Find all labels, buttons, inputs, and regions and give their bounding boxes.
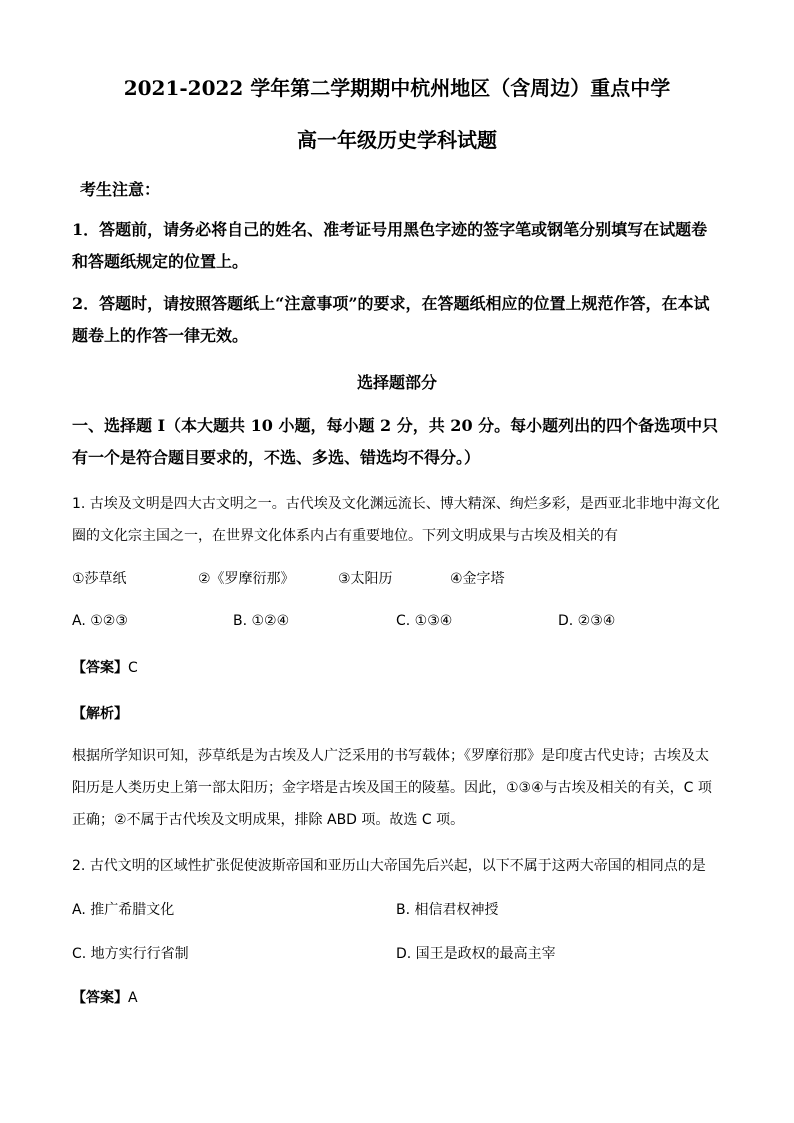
question-1-item: ②《罗摩衍那》 bbox=[198, 571, 295, 587]
question-2-answer bbox=[72, 987, 138, 1007]
question-2-option-c: C. 地方实行行省制 bbox=[72, 946, 189, 962]
exam-subtitle: 高一年级历史学科试题 bbox=[297, 128, 497, 152]
section-title: 选择题部分 bbox=[356, 373, 437, 392]
notice-heading: 考生注意： bbox=[80, 180, 161, 199]
question-1-option-d: D. ②③④ bbox=[558, 613, 616, 629]
question-2-option-a: A. 推广希腊文化 bbox=[72, 902, 175, 918]
answer-value: A bbox=[128, 990, 138, 1006]
answer-label: 【答案】 bbox=[72, 990, 128, 1006]
explain-label: 【解析】 bbox=[72, 706, 128, 722]
question-1-answer bbox=[72, 657, 138, 677]
question-2-option-b: B. 相信君权神授 bbox=[396, 902, 499, 918]
question-1-stem: 1. 古埃及文明是四大古文明之一。古代埃及文化渊远流长、博大精深、绚烂多彩，是西亚北非地中海文化圈的文化宗主国之一，在世界文化体系内占有重要地位。下列文明成果与古埃及相关的有 bbox=[72, 496, 720, 544]
question-1-item: ③太阳历 bbox=[338, 571, 393, 587]
question-1-option-b: B. ①②④ bbox=[233, 613, 290, 629]
question-1-option-a: A. ①②③ bbox=[72, 613, 128, 629]
part-instructions: 一、选择题 I（本大题共 10 小题，每小题 2 分，共 20 分。每小题列出的四个备选项中只有一个是符合题目要求的，不选、多选、错选均不得分。） bbox=[72, 416, 719, 467]
question-1-explanation: 根据所学知识可知，莎草纸是为古埃及人广泛采用的书写载体；《罗摩衍那》是印度古代史诗；古埃及太阳历是人类历史上第一部太阳历；金字塔是古埃及国王的陵墓。因此，①③④与古埃及相关的有关，C 项正确；②不属于古代埃及文明成果，排除 ABD 项。故选 C 项。 bbox=[72, 748, 712, 828]
notice-item-2: 2．答题时，请按照答题纸上“注意事项”的要求，在答题纸相应的位置上规范作答，在本试题卷上的作答一律无效。 bbox=[72, 294, 710, 345]
question-1-option-c: C. ①③④ bbox=[396, 613, 453, 629]
question-1-item: ④金字塔 bbox=[450, 571, 505, 587]
notice-item-1: 1．答题前，请务必将自己的姓名、准考证号用黑色字迹的签字笔或钢笔分别填写在试题卷和答题纸规定的位置上。 bbox=[72, 220, 708, 271]
answer-value: C bbox=[128, 660, 138, 676]
question-1-item: ①莎草纸 bbox=[72, 571, 127, 587]
question-1-explain-label bbox=[72, 703, 128, 723]
exam-title: 2021-2022 学年第二学期期中杭州地区（含周边）重点中学 bbox=[123, 76, 671, 100]
question-2-stem: 2. 古代文明的区域性扩张促使波斯帝国和亚历山大帝国先后兴起，以下不属于这两大帝国的相同点的是 bbox=[72, 858, 706, 874]
question-2-option-d: D. 国王是政权的最高主宰 bbox=[396, 946, 556, 962]
answer-label: 【答案】 bbox=[72, 660, 128, 676]
